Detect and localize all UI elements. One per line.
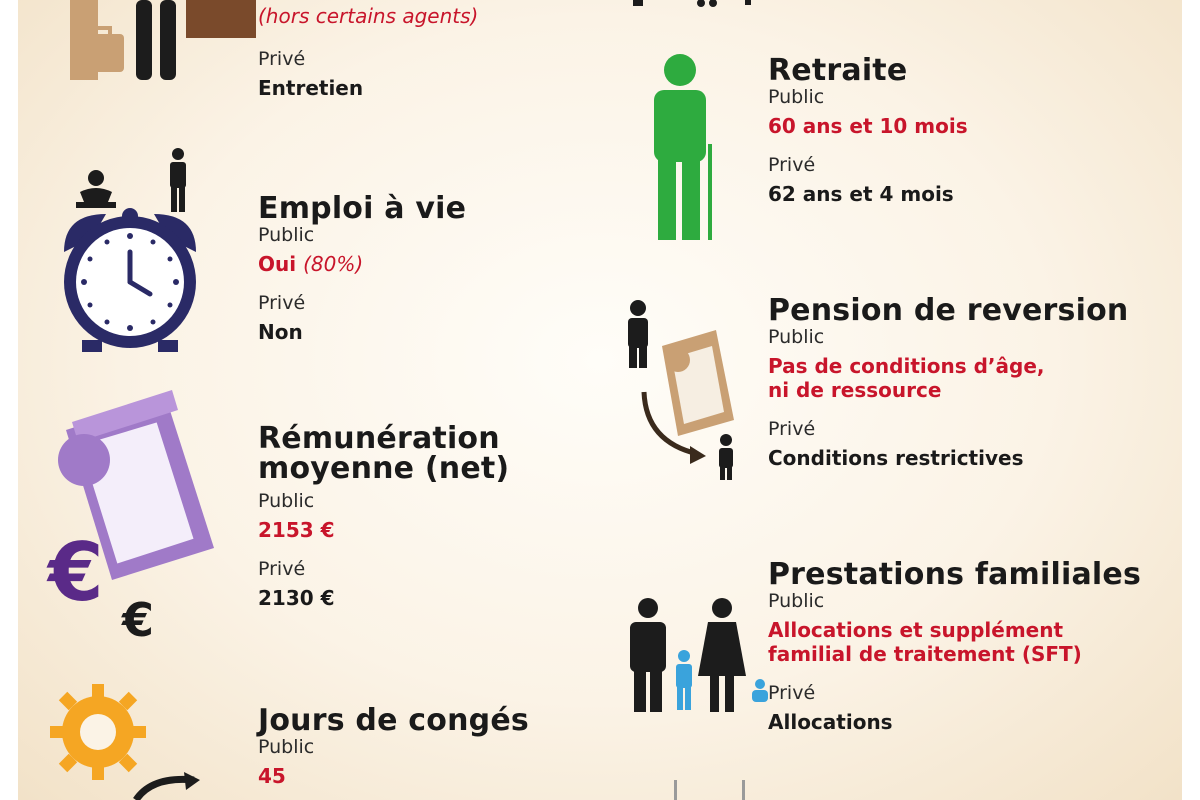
remuneration-prive-label: Privé [258, 558, 306, 580]
pension-prive-value: Conditions restrictives [768, 446, 1024, 470]
conges-public-label: Public [258, 736, 315, 758]
top-left-public-note: (hors certains agents) [258, 4, 479, 28]
emploi-prive-value: Non [258, 320, 303, 344]
cropped-top-icon [633, 0, 753, 12]
prestations-block [768, 557, 1141, 734]
pension-title: Pension de reversion [768, 293, 1129, 328]
pension-prive-label: Privé [768, 418, 816, 440]
top-left-block [258, 4, 478, 100]
family-icon [622, 596, 772, 716]
top-left-prive-label: Privé [258, 48, 306, 70]
svg-text:€: € [48, 526, 104, 619]
retraite-prive-value: 62 ans et 4 mois [768, 182, 954, 206]
emploi-public-value-main: Oui [258, 252, 297, 276]
prestations-public-value-1: Allocations et supplément [768, 618, 1064, 642]
emploi-block [258, 191, 467, 344]
top-left-prive-value: Entretien [258, 76, 364, 100]
emploi-public-value [258, 252, 466, 276]
emploi-public-label: Public [258, 224, 315, 246]
standing-person-icon [644, 52, 724, 242]
emploi-public-note: (80%) [303, 252, 364, 276]
emploi-prive-label: Privé [258, 292, 306, 314]
prestations-public-label: Public [768, 590, 825, 612]
conges-public-value: 45 [258, 764, 286, 788]
remuneration-block [258, 421, 510, 610]
remuneration-title-1: Rémunération [258, 421, 500, 456]
remuneration-prive-value: 2130 € [258, 586, 335, 610]
retraite-prive-label: Privé [768, 154, 816, 176]
conges-block [258, 703, 529, 788]
pension-public-value-2: ni de ressource [768, 378, 942, 402]
pension-block [768, 293, 1129, 470]
remuneration-public-label: Public [258, 490, 315, 512]
remuneration-public-value: 2153 € [258, 518, 335, 542]
infographic-canvas [18, 0, 1182, 800]
retraite-block [768, 53, 968, 206]
gear-sun-icon [44, 680, 234, 800]
retraite-title: Retraite [768, 53, 908, 88]
reversion-document-icon [618, 296, 748, 482]
cropped-bottom-icon [668, 780, 758, 800]
prestations-public-value-2: familial de traitement (SFT) [768, 642, 1082, 666]
briefcase-person-icon [64, 0, 264, 85]
remuneration-title-2: moyenne (net) [258, 451, 510, 486]
conges-title: Jours de congés [258, 703, 529, 738]
emploi-title: Emploi à vie [258, 191, 467, 226]
prestations-prive-label: Privé [768, 682, 816, 704]
prestations-title: Prestations familiales [768, 557, 1141, 592]
banknote-euro-icon [46, 390, 226, 642]
pension-public-label: Public [768, 326, 825, 348]
retraite-public-value: 60 ans et 10 mois [768, 114, 968, 138]
svg-text:€: € [122, 593, 155, 642]
pension-public-value-1: Pas de conditions d’âge, [768, 354, 1045, 378]
prestations-prive-value: Allocations [768, 710, 893, 734]
retraite-public-label: Public [768, 86, 825, 108]
alarm-clock-icon [58, 142, 203, 354]
